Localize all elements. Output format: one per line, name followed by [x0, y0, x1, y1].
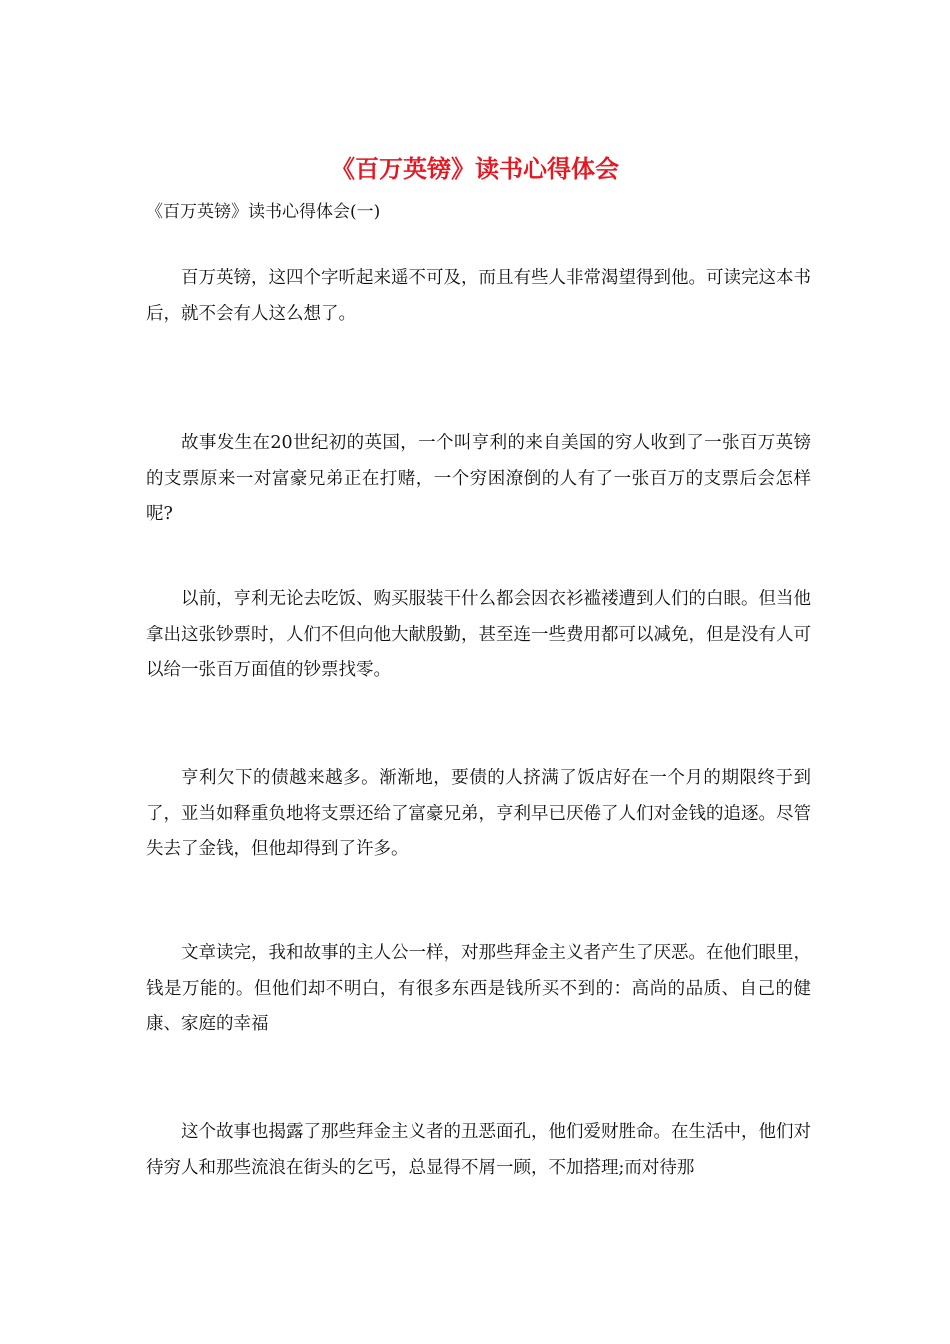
document-subtitle: 《百万英镑》读书心得体会(一): [146, 202, 381, 222]
body-paragraph-2: 故事发生在20世纪初的英国，一个叫亨利的来自美国的穷人收到了一张百万英镑的支票原来一对富豪兄弟正在打赌，一个穷困潦倒的人有了一张百万的支票后会怎样呢?: [146, 433, 811, 525]
body-paragraph-6: 这个故事也揭露了那些拜金主义者的丑恶面孔，他们爱财胜命。在生活中，他们对待穷人和那些流浪在街头的乞丐，总显得不屑一顾，不加搭理;而对待那: [146, 1122, 811, 1178]
body-paragraph-1: 百万英镑，这四个字听起来遥不可及，而且有些人非常渴望得到他。可读完这本书后，就不会有人这么想了。: [146, 268, 811, 324]
body-paragraph-3: 以前，亨利无论去吃饭、购买服装干什么都会因衣衫褴褛遭到人们的白眼。但当他拿出这张钞票时，人们不但向他大献殷勤，甚至连一些费用都可以减免，但是没有人可以给一张百万面值的钞票找零。: [146, 589, 811, 681]
body-paragraph-5: 文章读完，我和故事的主人公一样，对那些拜金主义者产生了厌恶。在他们眼里，钱是万能的。但他们却不明白，有很多东西是钱所买不到的：高尚的品质、自己的健康、家庭的幸福: [146, 943, 811, 1035]
body-paragraph-4: 亨利欠下的债越来越多。渐渐地，要债的人挤满了饭店好在一个月的期限终于到了，亚当如释重负地将支票还给了富豪兄弟，亨利早已厌倦了人们对金钱的追逐。尽管失去了金钱，但他却得到了许多。: [146, 768, 811, 860]
document-title: 《百万英镑》读书心得体会: [331, 154, 619, 183]
